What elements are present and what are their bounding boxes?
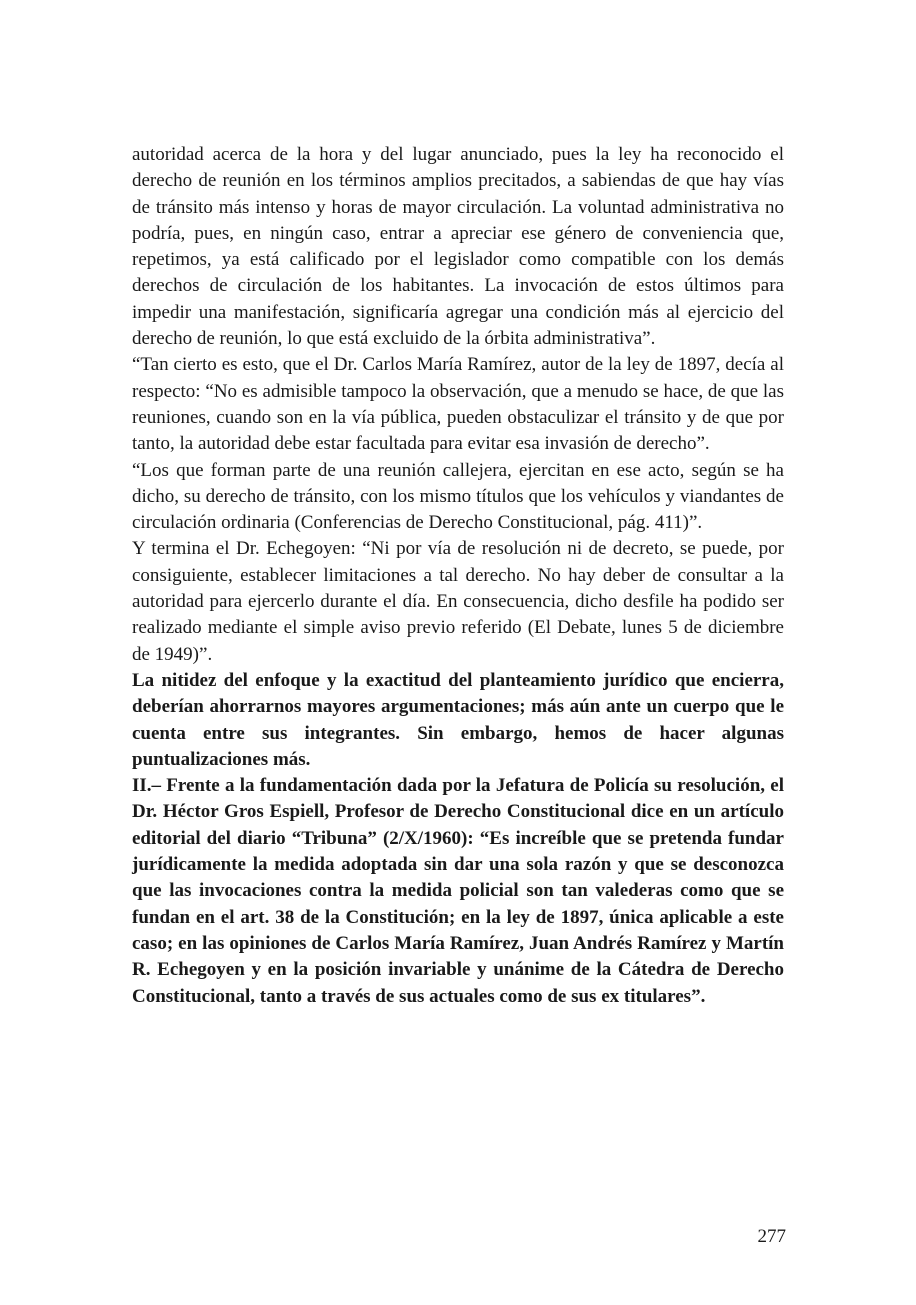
body-text [132, 142, 784, 1010]
quote-paragraph: “Tan cierto es esto, que el Dr. Carlos María Ramírez, autor de la ley de 1897, decía al respecto: “No es admisible tampoco la observación, que a menudo se hace, de que las reuniones, cuando son en la vía pública, pueden obstaculizar el tránsito y de que por tanto, la autoridad debe estar facultada para evitar esa invasión de derecho”. [132, 354, 784, 455]
quote-paragraph: “Los que forman parte de una reunión callejera, ejercitan en ese acto, según se ha dicho, su derecho de tránsito, con los mismo títulos que los vehículos y viandantes de circulación ordinaria (Conferencias de Derecho Constitucional, pág. 411)”. [132, 459, 784, 534]
paragraph: autoridad acerca de la hora y del lugar anunciado, pues la ley ha reconocido el derecho de reunión en los términos amplios precitados, a sabiendas de que hay vías de tránsito más intenso y horas de mayor circulación. La voluntad administrativa no podría, pues, en ningún caso, entrar a apreciar ese género de conveniencia que, repetimos, ya está calificado por el legislador como compatible con los demás derechos de circulación de los habitantes. La invocación de estos últimos para impedir una manifestación, significaría agregar una condición más al ejercicio del derecho de reunión, lo que está excluido de la órbita administrativa”. [132, 144, 784, 350]
page-number: 277 [757, 1226, 786, 1247]
bold-paragraph: La nitidez del enfoque y la exactitud del planteamiento jurídico que encierra, deberían ahorrarnos mayores argumentaciones; más aún ante un cuerpo que le cuenta entre sus integrantes. Sin embargo, hemos de hacer algunas puntualizaciones más. [132, 669, 784, 770]
bold-paragraph: II.– Frente a la fundamentación dada por la Jefatura de Policía su resolución, el Dr. Héctor Gros Espiell, Profesor de Derecho Constitucional dice en un artículo editorial del diario “Tribuna” (2/X/1960): “Es increíble que se pretenda fundar jurídicamente la medida adoptada sin dar una sola razón y que se desconozca que las invocaciones contra la medida policial son tan valederas como que se fundan en el art. 38 de la Constitución; en la ley de 1897, única aplicable a este caso; en las opiniones de Carlos María Ramírez, Juan Andrés Ramírez y Martín R. Echegoyen y en la posición invariable y unánime de la Cátedra de Derecho Constitucional, tanto a través de sus actuales como de sus ex titulares”. [132, 775, 784, 1007]
quote-paragraph: Y termina el Dr. Echegoyen: “Ni por vía de resolución ni de decreto, se puede, por consiguiente, establecer limitaciones a tal derecho. No hay deber de consultar a la autoridad para ejercerlo durante el día. En consecuencia, dicho desfile ha podido ser realizado mediante el simple aviso previo referido (El Debate, lunes 5 de diciembre de 1949)”. [132, 538, 784, 665]
